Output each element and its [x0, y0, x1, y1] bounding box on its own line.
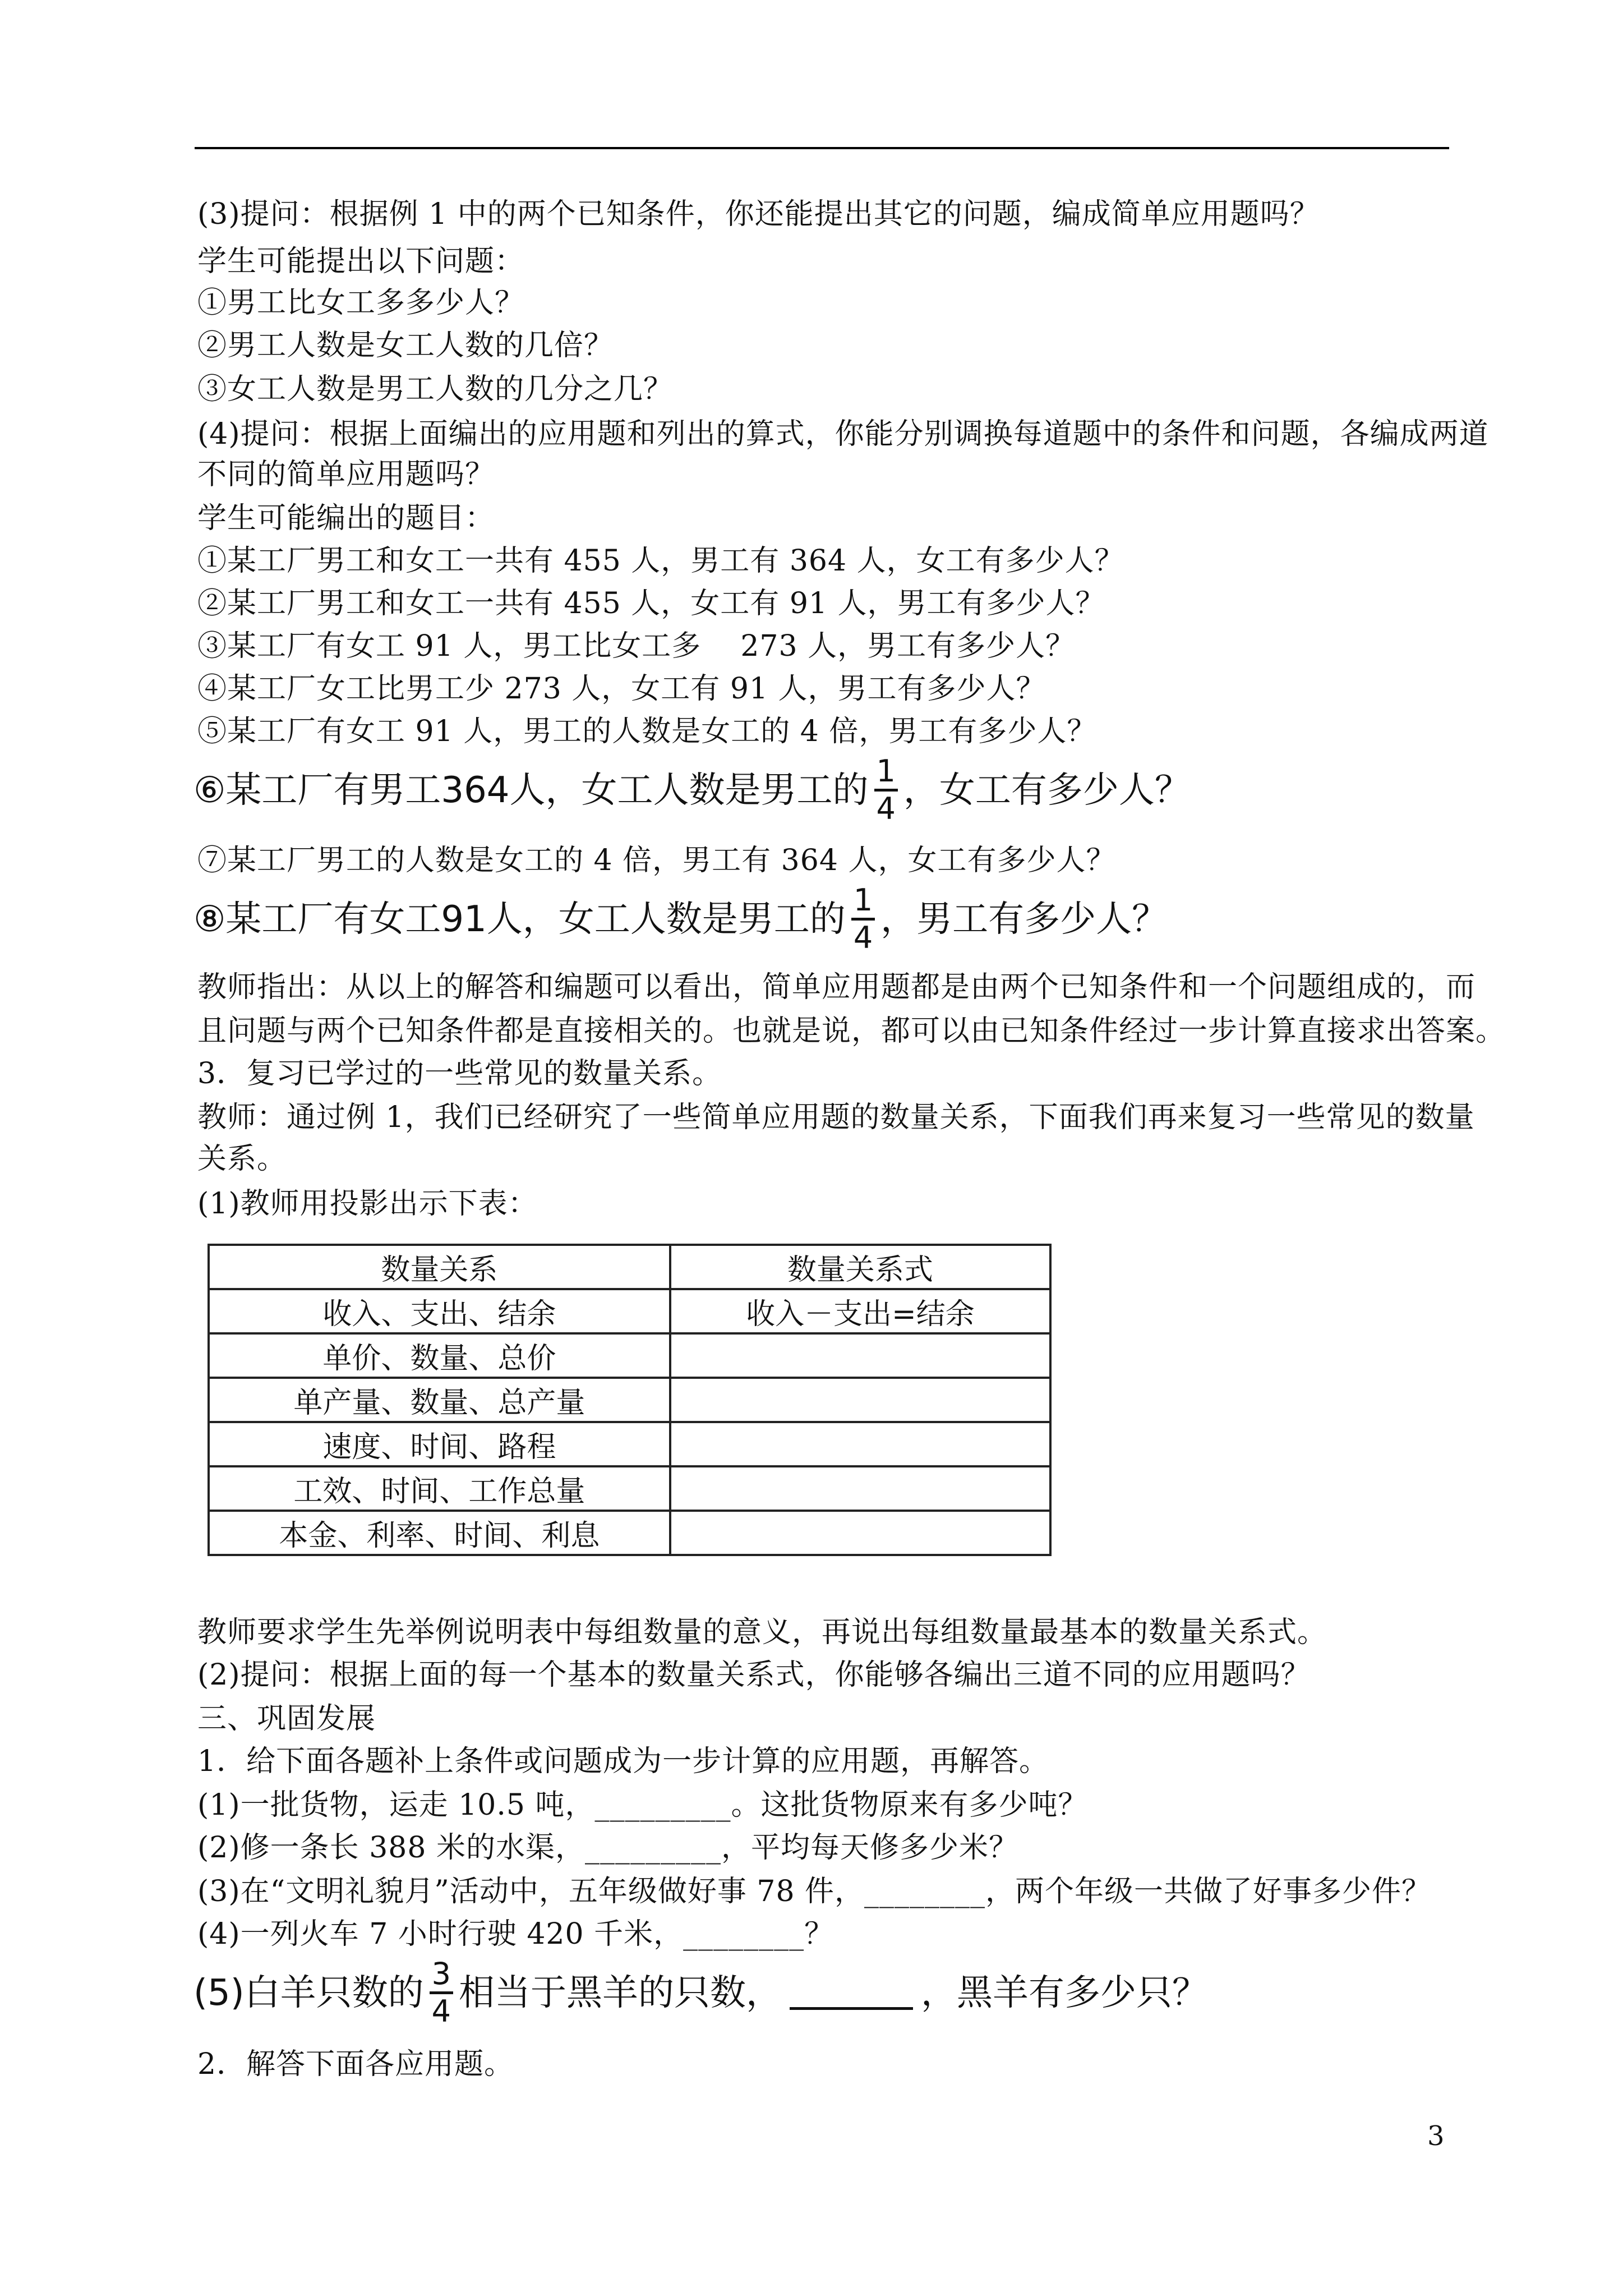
text-line: 教师指出：从以上的解答和编题可以看出，简单应用题都是由两个已知条件和一个问题组成的，而 — [197, 970, 1476, 1004]
table-cell — [670, 1422, 1050, 1466]
page-number: 3 — [1427, 2120, 1445, 2152]
q5-text-middle: 相当于黑羊的只数， — [459, 1972, 782, 2014]
table-cell: 收入、支出、结余 — [209, 1289, 670, 1333]
text-line: 1．给下面各题补上条件或问题成为一步计算的应用题，再解答。 — [197, 1745, 1049, 1778]
text-line: 教师：通过例 1，我们已经研究了一些简单应用题的数量关系，下面我们再来复习一些常见的数量 — [197, 1101, 1475, 1134]
text-line: 关系。 — [197, 1142, 287, 1176]
table-header-cell: 数量关系式 — [670, 1245, 1050, 1289]
table-cell — [670, 1511, 1050, 1555]
header-rule — [195, 147, 1449, 149]
table-row — [209, 1289, 1050, 1333]
text-line: (2)提问：根据上面的每一个基本的数量关系式，你能够各编出三道不同的应用题吗？ — [197, 1658, 1311, 1692]
fraction-numerator: 3 — [431, 1956, 451, 1991]
table-row — [209, 1422, 1050, 1466]
table-header-cell: 数量关系 — [209, 1245, 670, 1289]
answer-blank[interactable] — [790, 1976, 913, 2010]
text-line: 2．解答下面各应用题。 — [197, 2047, 514, 2081]
fraction — [873, 753, 899, 826]
text-line: 教师要求学生先举例说明表中每组数量的意义，再说出每组数量最基本的数量关系式。 — [197, 1616, 1327, 1649]
table-row — [209, 1511, 1050, 1555]
table-row — [209, 1466, 1050, 1511]
fraction — [850, 882, 876, 955]
text-line: (1)教师用投影出示下表： — [197, 1187, 538, 1221]
table-cell — [670, 1378, 1050, 1422]
table-row — [209, 1333, 1050, 1378]
q6-text-after: ，女工有多少人？ — [903, 769, 1191, 811]
text-line: (2)修一条长 388 米的水渠，_________，平均每天修多少米？ — [197, 1831, 1018, 1865]
fraction — [428, 1956, 454, 2029]
text-line: 三、巩固发展 — [197, 1702, 376, 1736]
text-line: ③女工人数是男工人数的几分之几？ — [197, 372, 674, 406]
text-line: (4)一列火车 7 小时行驶 420 千米，________？ — [197, 1917, 834, 1951]
text-line: ⑦某工厂男工的人数是女工的 4 倍，男工有 364 人，女工有多少人？ — [197, 844, 1116, 877]
table-cell: 本金、利率、时间、利息 — [209, 1511, 670, 1555]
table-cell: 单价、数量、总价 — [209, 1333, 670, 1378]
question-5-with-fraction — [193, 1956, 1209, 2029]
fraction-numerator: 1 — [853, 882, 873, 918]
text-line: 且问题与两个已知条件都是直接相关的。也就是说，都可以由已知条件经过一步计算直接求出答案。 — [197, 1014, 1506, 1048]
text-line: (3)提问：根据例 1 中的两个已知条件，你还能提出其它的问题，编成简单应用题吗？ — [197, 197, 1320, 231]
quantity-relation-table — [208, 1244, 1052, 1556]
fraction-numerator: 1 — [876, 753, 896, 789]
table-header-row — [209, 1245, 1050, 1289]
table-row — [209, 1378, 1050, 1422]
text-line: ②男工人数是女工人数的几倍？ — [197, 329, 614, 362]
text-line: ③某工厂有女工 91 人，男工比女工多 273 人，男工有多少人？ — [197, 629, 1076, 663]
text-line: ④某工厂女工比男工少 273 人，女工有 91 人，男工有多少人？ — [197, 672, 1046, 706]
question-8-with-fraction — [193, 882, 1168, 955]
text-line: 学生可能编出的题目： — [197, 501, 495, 535]
table-cell: 速度、时间、路程 — [209, 1422, 670, 1466]
text-line: ②某工厂男工和女工一共有 455 人，女工有 91 人，男工有多少人？ — [197, 587, 1105, 620]
table-cell — [670, 1333, 1050, 1378]
table-cell: 单产量、数量、总产量 — [209, 1378, 670, 1422]
table-cell — [670, 1466, 1050, 1511]
text-line: 3．复习已学过的一些常见的数量关系。 — [197, 1057, 722, 1091]
table-cell: 收入－支出=结余 — [670, 1289, 1050, 1333]
text-line: ⑤某工厂有女工 91 人，男工的人数是女工的 4 倍，男工有多少人？ — [197, 715, 1097, 748]
q5-text-after: ，黑羊有多少只？ — [921, 1972, 1209, 2014]
text-line: (4)提问：根据上面编出的应用题和列出的算式，你能分别调换每道题中的条件和问题，各编成两道 — [197, 417, 1489, 451]
q8-text-after: ，男工有多少人？ — [880, 898, 1168, 940]
fraction-denominator: 4 — [853, 920, 873, 955]
fraction-denominator: 4 — [431, 1994, 451, 2029]
text-line: ①某工厂男工和女工一共有 455 人，男工有 364 人，女工有多少人？ — [197, 544, 1124, 578]
q6-text-before: ⑥某工厂有男工364人，女工人数是男工的 — [193, 769, 869, 811]
text-line: 不同的简单应用题吗？ — [197, 458, 495, 491]
text-line: ①男工比女工多多少人？ — [197, 286, 525, 320]
fraction-denominator: 4 — [876, 791, 896, 826]
text-line: (1)一批货物，运走 10.5 吨，_________。这批货物原来有多少吨？ — [197, 1788, 1088, 1822]
question-6-with-fraction — [193, 753, 1191, 826]
text-line: 学生可能提出以下问题： — [197, 245, 525, 278]
q5-text-before: (5)白羊只数的 — [193, 1972, 424, 2014]
table-cell: 工效、时间、工作总量 — [209, 1466, 670, 1511]
text-line: (3)在“文明礼貌月”活动中，五年级做好事 78 件，________，两个年级一共做了好事多少件？ — [197, 1875, 1432, 1908]
q8-text-before: ⑧某工厂有女工91人，女工人数是男工的 — [193, 898, 846, 940]
